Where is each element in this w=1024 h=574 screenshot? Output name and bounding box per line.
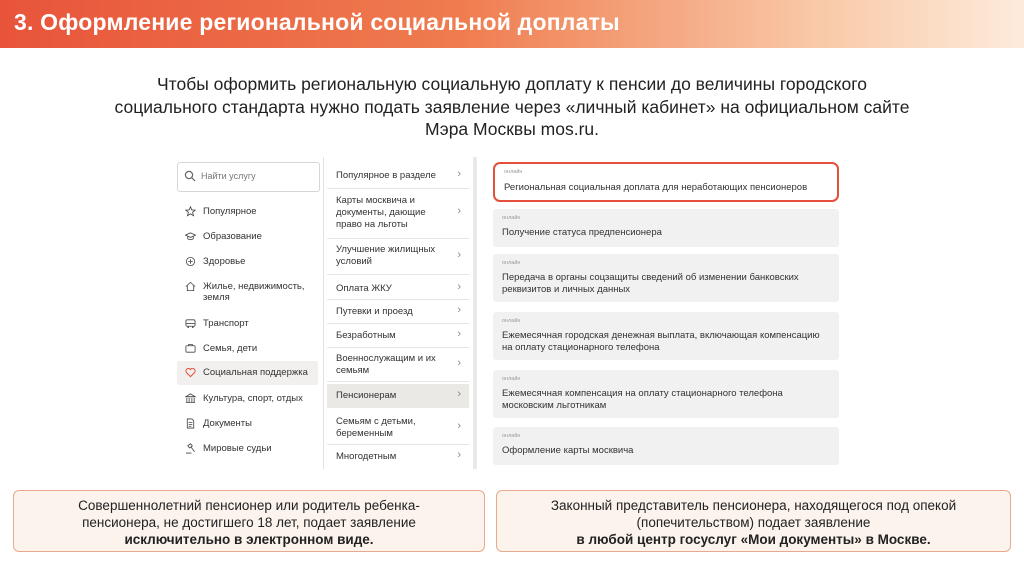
info-line: Законный представитель пенсионера, находящегося под опекой xyxy=(550,498,957,513)
bus-icon xyxy=(185,318,196,329)
online-tag: онлайн xyxy=(502,260,521,266)
service-card-regional-payment[interactable] xyxy=(493,162,839,202)
service-title: Ежемесячная городская денежная выплата, включающая компенсацию на оплату стационарного телефона xyxy=(502,330,820,353)
category-label: Пенсионерам xyxy=(336,390,397,401)
chevron-right-icon: › xyxy=(457,328,461,340)
document-icon xyxy=(185,418,196,429)
search-icon xyxy=(184,170,196,182)
nav-item-family[interactable] xyxy=(177,343,318,356)
online-tag: онлайн xyxy=(502,318,521,324)
nav-item-education[interactable] xyxy=(177,231,318,244)
heart-icon xyxy=(185,367,196,378)
service-title: Получение статуса предпенсионера xyxy=(502,227,662,238)
chevron-right-icon: › xyxy=(457,249,461,261)
category-item[interactable] xyxy=(327,300,469,324)
search-placeholder: Найти услугу xyxy=(201,171,256,181)
nav-item-transport[interactable] xyxy=(177,318,318,331)
service-card[interactable] xyxy=(493,209,839,247)
column-divider xyxy=(323,157,324,469)
info-line-bold: исключительно в электронном виде. xyxy=(124,532,374,547)
info-line: пенсионера, не достигшего 18 лет, подает заявление xyxy=(82,515,416,530)
nav-label: Семья, дети xyxy=(203,343,258,354)
category-label: Улучшение жилищных условий xyxy=(336,244,436,267)
category-item[interactable] xyxy=(327,189,469,239)
info-line-bold: в любой центр госуслуг «Мои документы» в Москве. xyxy=(576,532,931,547)
category-item[interactable] xyxy=(327,348,469,382)
chevron-right-icon: › xyxy=(457,168,461,180)
category-item-pensioners[interactable] xyxy=(327,384,469,408)
category-item[interactable] xyxy=(327,324,469,348)
category-label: Оплата ЖКУ xyxy=(336,283,392,294)
category-item[interactable] xyxy=(327,445,469,469)
chevron-right-icon: › xyxy=(457,388,461,400)
service-title: Передача в органы соцзащиты сведений об изменении банковских реквизитов и личных данных xyxy=(502,272,799,295)
service-card[interactable] xyxy=(493,370,839,418)
intro-text xyxy=(10,73,1014,141)
nav-label: Транспорт xyxy=(203,318,249,329)
category-item[interactable] xyxy=(327,275,469,300)
nav-label: Жилье, недвижимость, земля xyxy=(203,281,305,303)
house-icon xyxy=(185,281,196,292)
nav-item-culture[interactable] xyxy=(177,393,318,406)
category-label: Военнослужащим и их семьям xyxy=(336,353,436,376)
online-tag: онлайн xyxy=(502,433,521,439)
scrollbar[interactable] xyxy=(473,157,477,469)
nav-label: Образование xyxy=(203,231,262,242)
category-label: Семьям с детьми, беременным xyxy=(336,416,416,439)
health-icon xyxy=(185,256,196,267)
service-card[interactable] xyxy=(493,254,839,302)
mos-ru-screenshot xyxy=(170,157,845,469)
page-title: 3. Оформление региональной социальной доплаты xyxy=(14,9,620,35)
info-line: Совершеннолетний пенсионер или родитель ребенка- xyxy=(78,498,420,513)
nav-item-documents[interactable] xyxy=(177,418,318,431)
nav-item-popular[interactable] xyxy=(177,206,318,219)
chevron-right-icon: › xyxy=(457,304,461,316)
nav-item-housing[interactable] xyxy=(177,281,318,305)
category-label: Карты москвича и документы, дающие право на льготы xyxy=(336,195,426,230)
nav-label: Здоровье xyxy=(203,256,246,267)
service-title: Оформление карты москвича xyxy=(502,445,634,456)
category-item[interactable] xyxy=(327,411,469,445)
online-tag: онлайн xyxy=(502,376,521,382)
nav-label: Культура, спорт, отдых xyxy=(203,393,303,404)
category-item[interactable] xyxy=(327,162,469,189)
info-line: (попечительством) подает заявление xyxy=(636,515,871,530)
star-icon xyxy=(185,206,196,217)
chevron-right-icon: › xyxy=(457,420,461,432)
chevron-right-icon: › xyxy=(457,205,461,217)
nav-label: Мировые судьи xyxy=(203,443,272,454)
service-title: Ежемесячная компенсация на оплату стационарного телефона московским льготникам xyxy=(502,388,783,411)
nav-item-health[interactable] xyxy=(177,256,318,269)
gavel-icon xyxy=(185,443,196,454)
intro-line-1: Чтобы оформить региональную социальную доплату к пенсии до величины городского xyxy=(157,74,867,94)
search-input[interactable] xyxy=(177,162,320,192)
category-label: Популярное в разделе xyxy=(336,170,436,181)
nav-label: Социальная поддержка xyxy=(203,367,308,378)
theatre-icon xyxy=(185,393,196,404)
chevron-right-icon: › xyxy=(457,449,461,461)
service-title: Региональная социальная доплата для неработающих пенсионеров xyxy=(504,182,808,193)
category-label: Путевки и проезд xyxy=(336,306,413,317)
service-card[interactable] xyxy=(493,427,839,465)
intro-line-3: Мэра Москвы mos.ru. xyxy=(424,119,600,139)
chevron-right-icon: › xyxy=(457,281,461,293)
online-tag: онлайн xyxy=(504,169,523,175)
chevron-right-icon: › xyxy=(457,357,461,369)
category-item[interactable] xyxy=(327,239,469,275)
online-tag: онлайн xyxy=(502,215,521,221)
service-card[interactable] xyxy=(493,312,839,360)
info-box-representative xyxy=(496,490,1011,552)
info-box-electronic xyxy=(13,490,485,552)
graduation-cap-icon xyxy=(185,231,196,242)
nav-item-judges[interactable] xyxy=(177,443,318,456)
nav-item-social-support[interactable] xyxy=(177,361,318,385)
nav-label: Популярное xyxy=(203,206,257,217)
category-label: Многодетным xyxy=(336,451,397,462)
nav-label: Документы xyxy=(203,418,252,429)
family-icon xyxy=(185,343,196,354)
category-label: Безработным xyxy=(336,330,396,341)
title-bar xyxy=(0,0,1024,48)
intro-line-2: социального стандарта нужно подать заявление через «личный кабинет» на официальном сайте xyxy=(114,96,910,117)
